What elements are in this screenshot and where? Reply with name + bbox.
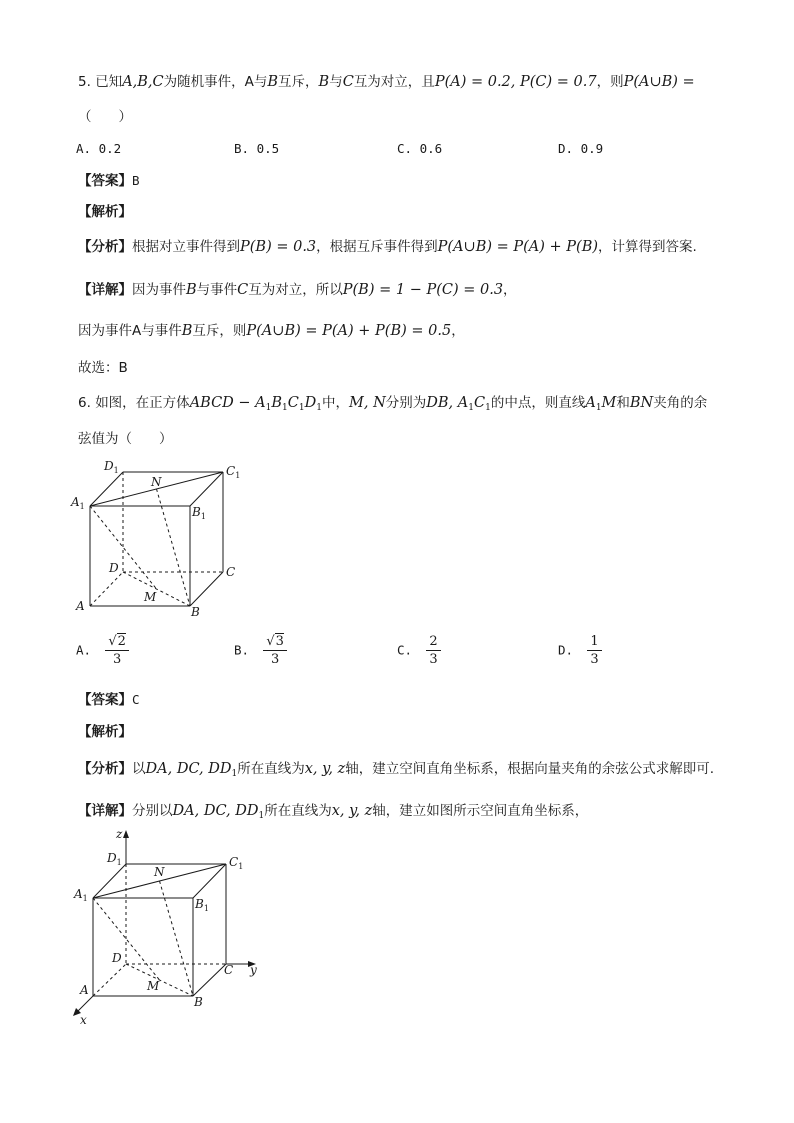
label-n: N xyxy=(154,865,165,879)
edge-a1d1 xyxy=(93,864,126,898)
q5-option-d[interactable]: D. 0.9 xyxy=(558,141,604,156)
label-a: A xyxy=(80,983,89,997)
label-c1: $C_1$ xyxy=(226,464,241,480)
q5-paren: （ ） xyxy=(78,109,132,125)
q5-answer: 【答案】B xyxy=(78,173,140,189)
z-arrow-icon xyxy=(123,830,129,838)
edge-a1d1 xyxy=(90,472,123,506)
label-c1: $C_1$ xyxy=(229,855,244,871)
q5-option-a[interactable]: A. 0.2 xyxy=(76,141,122,156)
edge-b1c1 xyxy=(193,864,226,898)
label-z: z xyxy=(116,828,123,841)
label-m: M xyxy=(144,590,157,604)
label-a1: $A_1$ xyxy=(74,887,88,903)
q6-stem-line2: 弦值为（ ） xyxy=(78,431,173,447)
edge-b1c1 xyxy=(190,472,223,506)
label-m: M xyxy=(147,979,160,993)
label-a1: $A_1$ xyxy=(71,495,85,511)
edge-db xyxy=(126,964,193,996)
label-n: N xyxy=(151,475,162,489)
edge-db xyxy=(123,572,190,606)
label-d1: $D_1$ xyxy=(107,851,122,867)
line-a1m xyxy=(90,506,157,589)
q6-analysis-heading: 【解析】 xyxy=(78,724,132,740)
label-d: D xyxy=(112,951,122,965)
q5-option-b[interactable]: B. 0.5 xyxy=(234,141,280,156)
label-c: C xyxy=(226,565,236,579)
label-b: B xyxy=(191,605,200,619)
q6-option-c[interactable]: C. $\frac{2}{3}$ xyxy=(397,634,441,667)
label-b1: $B_1$ xyxy=(192,505,206,521)
label-c: C xyxy=(224,963,234,977)
cube-figure xyxy=(66,454,246,624)
label-x: x xyxy=(80,1013,87,1027)
label-y: y xyxy=(250,963,257,977)
line-bn xyxy=(157,489,191,606)
label-d1: $D_1$ xyxy=(104,459,119,475)
x-axis xyxy=(76,996,93,1013)
q6-fenxi: 【分析】以DA, DC, $DD_1$所在直线为x, y, z轴，建立空间直角坐标系，根据向量夹角的余弦公式求解即可. xyxy=(78,761,715,779)
cube-axes-figure xyxy=(66,828,266,1028)
edge-bc xyxy=(190,572,223,606)
label-b1: $B_1$ xyxy=(195,897,209,913)
q5-stem-line1: 5. 已知A,B,C为随机事件，A与B互斥，B与C互为对立，且P(A) = 0.2, P(C) = 0.7，则P(A∪B) = xyxy=(78,74,695,90)
q5-fenxi: 【分析】根据对立事件得到P(B) = 0.3，根据互斥事件得到P(A∪B) = P(A) + P(B)，计算得到答案. xyxy=(78,239,697,255)
label-a: A xyxy=(76,599,85,613)
edge-ad xyxy=(90,572,123,606)
q6-stem-line1: 6. 如图，在正方体ABCD − $A_1B_1C_1D_1$中，M, N分别为DB, $A_1C_1$的中点，则直线$A_1M$和BN夹角的余 xyxy=(78,395,708,413)
edge-bc xyxy=(193,964,226,996)
q6-xiangjie: 【详解】分别以DA, DC, $DD_1$所在直线为x, y, z轴，建立如图所示空间直角坐标系， xyxy=(78,803,589,821)
edge-ad xyxy=(93,964,126,996)
q5-xiangjie-line2: 因为事件A与事件B互斥，则P(A∪B) = P(A) + P(B) = 0.5， xyxy=(78,323,465,339)
q5-analysis-heading: 【解析】 xyxy=(78,204,132,220)
q5-choose: 故选：B xyxy=(78,360,128,376)
q6-option-b[interactable]: B. $\frac{√3}{3}$ xyxy=(234,634,287,667)
q6-option-d[interactable]: D. $\frac{1}{3}$ xyxy=(558,634,602,667)
q6-option-a[interactable]: A. $\frac{√2}{3}$ xyxy=(76,634,129,667)
q5-option-c[interactable]: C. 0.6 xyxy=(397,141,443,156)
label-d: D xyxy=(109,561,119,575)
label-b: B xyxy=(194,995,203,1009)
q5-xiangjie: 【详解】因为事件B与事件C互为对立，所以P(B) = 1 − P(C) = 0.3， xyxy=(78,282,517,298)
q6-answer: 【答案】C xyxy=(78,692,140,708)
